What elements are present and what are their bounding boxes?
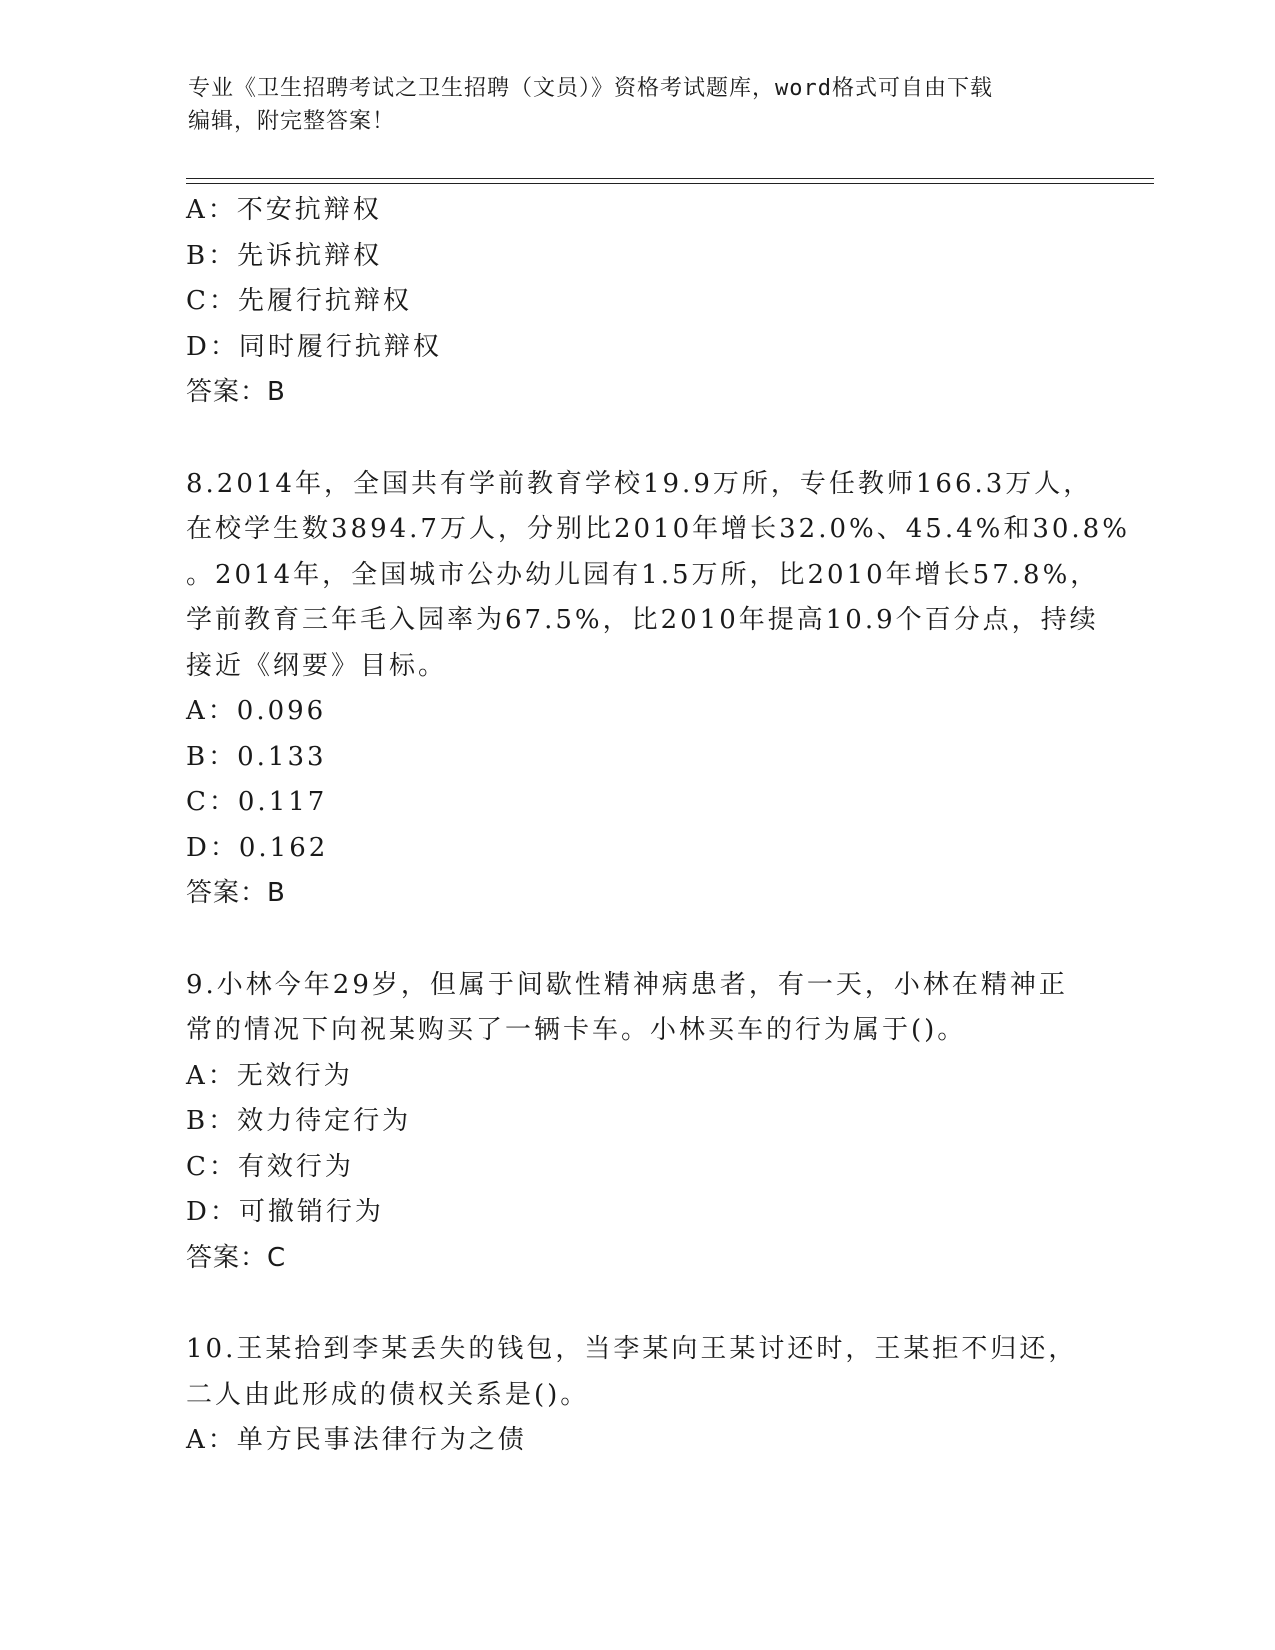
question-stem-line: 。2014年，全国城市公办幼儿园有1.5万所，比2010年增长57.8%， [186, 559, 1100, 590]
header-line-2: 编辑，附完整答案！ [188, 109, 396, 134]
option-c: C：0.117 [186, 787, 328, 817]
question-stem-line: 8.2014年，全国共有学前教育学校19.9万所，专任教师166.3万人， [186, 468, 1093, 499]
question-7 [186, 188, 1086, 416]
option-b: B：0.133 [186, 741, 327, 772]
option-a: A：无效行为 [186, 1060, 353, 1091]
option-c: C：有效行为 [186, 1151, 354, 1182]
option-d: D：同时履行抗辩权 [186, 331, 442, 362]
option-a: A：单方民事法律行为之债 [186, 1425, 527, 1455]
question-stem-line: 9.小林今年29岁，但属于间歇性精神病患者，有一天，小林在精神正 [186, 969, 1068, 1000]
question-stem-line: 10.王某拾到李某丢失的钱包，当李某向王某讨还时，王某拒不归还， [186, 1334, 1078, 1364]
option-a: A：0.096 [186, 696, 327, 726]
option-b: B：效力待定行为 [186, 1106, 412, 1136]
option-c: C：先履行抗辩权 [186, 286, 412, 316]
option-d: D：可撤销行为 [186, 1197, 384, 1227]
option-a: A：不安抗辩权 [186, 195, 382, 225]
question-content [186, 188, 1130, 1464]
question-stem-line: 在校学生数3894.7万人，分别比2010年增长32.0%、45.4%和30.8% [186, 514, 1130, 544]
question-stem-line: 学前教育三年毛入园率为67.5%，比2010年提高10.9个百分点，持续 [186, 605, 1099, 635]
question-stem-line: 二人由此形成的债权关系是()。 [186, 1379, 590, 1410]
answer: 答案：B [186, 377, 286, 407]
answer: 答案：B [186, 878, 286, 908]
spacer [186, 917, 1086, 963]
answer: 答案：C [186, 1242, 287, 1273]
question-stem-line: 接近《纲要》目标。 [186, 650, 448, 681]
header-line-1: 专业《卫生招聘考试之卫生招聘（文员）》资格考试题库，word格式可自由下载 [188, 76, 993, 101]
header-divider-bottom [186, 183, 1154, 184]
question-8 [186, 462, 1130, 917]
header-divider-top [186, 178, 1154, 179]
question-10 [186, 1327, 1086, 1464]
option-d: D：0.162 [186, 832, 329, 863]
spacer [186, 1281, 1086, 1327]
option-b: B：先诉抗辩权 [186, 240, 383, 271]
document-header [188, 72, 1088, 138]
question-9 [186, 963, 1086, 1282]
question-stem-line: 常的情况下向祝某购买了一辆卡车。小林买车的行为属于()。 [186, 1015, 967, 1045]
spacer [186, 416, 1086, 462]
